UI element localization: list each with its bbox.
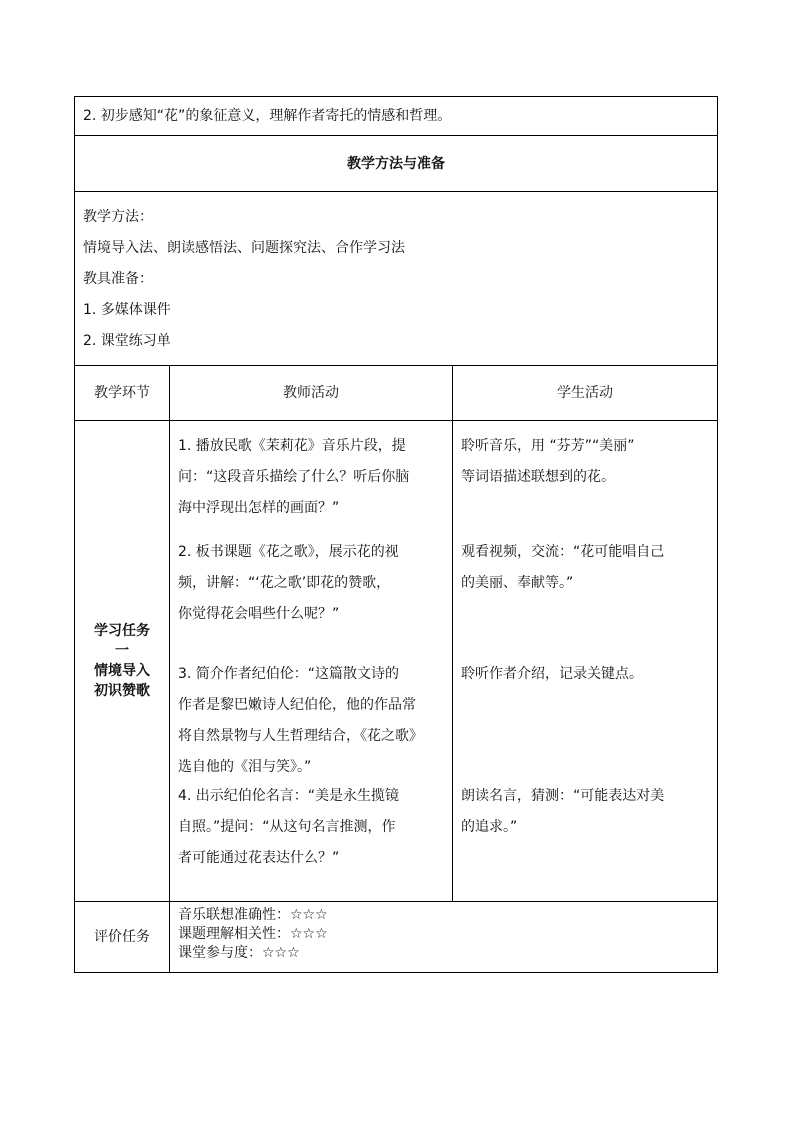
activity-line: 选自他的《泪与笑》。”: [178, 759, 312, 775]
activity-line: 3. 简介作者纪伯伦：“这篇散文诗的: [178, 666, 400, 682]
column-header-student: 学生活动: [453, 366, 718, 421]
activity-line: 者可能通过花表达什么？”: [178, 850, 340, 866]
task-label: [75, 421, 170, 902]
evaluation-label: 评价任务: [75, 902, 170, 973]
student-activity-3: [461, 659, 711, 781]
evaluation-item: 课堂参与度：☆☆☆: [178, 945, 300, 961]
methods-title-row: [75, 136, 718, 192]
activity-line: 自照。”提问：“从这句名言推测，作: [178, 819, 396, 835]
student-activity-4: [461, 781, 711, 901]
task-label-line: 学习任务: [94, 623, 150, 639]
evaluation-row: [75, 902, 718, 973]
evaluation-item: 音乐联想准确性：☆☆☆: [178, 907, 328, 923]
teacher-activity-1: [178, 431, 446, 537]
student-activities: [453, 421, 718, 902]
materials-item: 2. 课堂练习单: [83, 333, 171, 349]
column-header-teacher: 教师活动: [170, 366, 453, 421]
task-label-line: 一: [115, 643, 129, 659]
activity-line: 你觉得花会唱些什么呢？”: [178, 606, 340, 622]
task-label-line: 情境导入: [94, 663, 150, 679]
evaluation-items: [170, 902, 718, 973]
objective-text: 2. 初步感知“花”的象征意义，理解作者寄托的情感和哲理。: [75, 97, 718, 136]
lesson-plan-table: [74, 96, 718, 973]
task-label-line: 初识赞歌: [94, 683, 150, 699]
student-activity-1: [461, 431, 711, 537]
activity-line: 4. 出示纪伯伦名言：“美是永生揽镜: [178, 788, 400, 804]
methods-list: 情境导入法、朗读感悟法、问题探究法、合作学习法: [83, 240, 405, 256]
activity-line: 作者是黎巴嫩诗人纪伯伦，他的作品常: [178, 697, 416, 713]
activity-line: 海中浮现出怎样的画面？”: [178, 500, 340, 516]
evaluation-item: 课题理解相关性：☆☆☆: [178, 926, 328, 942]
activity-line: 2. 板书课题《花之歌》，展示花的视: [178, 544, 399, 560]
column-header-row: [75, 366, 718, 421]
teacher-activity-4: [178, 781, 446, 901]
activity-line: 将自然景物与人生哲理结合，《花之歌》: [178, 728, 423, 744]
activity-line: 频，讲解：“‘花之歌’即花的赞歌，: [178, 575, 391, 591]
objective-row: [75, 97, 718, 136]
teacher-activity-2: [178, 537, 446, 659]
teacher-activity-3: [178, 659, 446, 781]
task-row: [75, 421, 718, 902]
activity-line: 观看视频，交流：“花可能唱自己: [461, 544, 665, 560]
materials-heading: 教具准备：: [83, 271, 153, 287]
student-activity-2: [461, 537, 711, 659]
activity-line: 问：“这段音乐描绘了什么？听后你脑: [178, 469, 410, 485]
activity-line: 1. 播放民歌《茉莉花》音乐片段，提: [178, 438, 406, 454]
activity-line: 的美丽、奉献等。”: [461, 575, 574, 591]
activity-line: 聆听作者介绍，记录关键点。: [461, 666, 643, 682]
activity-line: 等词语描述联想到的花。: [461, 469, 615, 485]
activity-line: 的追求。”: [461, 819, 518, 835]
methods-row: [75, 192, 718, 366]
methods-section-title: 教学方法与准备: [75, 136, 718, 192]
materials-item: 1. 多媒体课件: [83, 302, 171, 318]
activity-line: 聆听音乐，用 “芬芳”“美丽”: [461, 438, 635, 454]
teacher-activities: [170, 421, 453, 902]
column-header-stage: 教学环节: [75, 366, 170, 421]
methods-heading: 教学方法：: [83, 209, 153, 225]
activity-line: 朗读名言，猜测：“可能表达对美: [461, 788, 665, 804]
methods-content: [75, 192, 718, 366]
